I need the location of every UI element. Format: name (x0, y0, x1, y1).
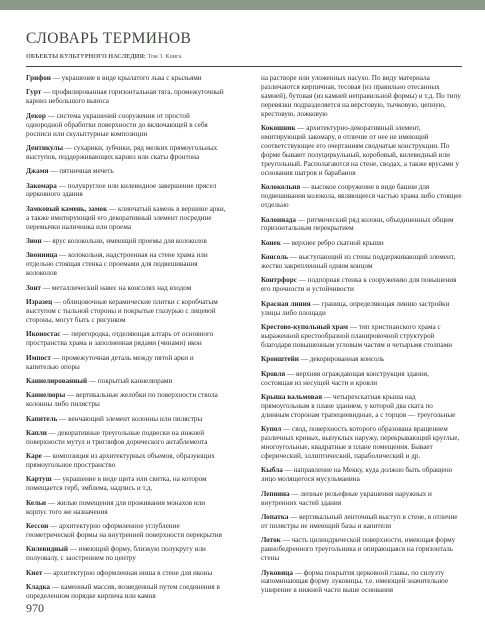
glossary-term: Зонт (26, 283, 42, 292)
glossary-definition: — архитектурно-декоративный элемент, имитирующий закомару, в отличие от нее не имеющий соответствующее его очертаниям сводчатые конструкции. По форме бывают полуциркульный, коробовый, килевидный или треугольный. Располагаются на стене, сводах, а также ярусами у основания шатров и барабанов (261, 124, 460, 177)
glossary-term: Закомара (26, 181, 57, 190)
glossary-definition: — верхнее ребро скатной крыши (280, 238, 384, 247)
glossary-entry (26, 569, 227, 578)
glossary-definition: — подпорная стенка к сооружению для повышения его прочности и устойчивости (261, 276, 457, 294)
glossary-definition: — выступающий из стены поддерживающий элемент, жестко закрепленный одним концом (261, 253, 456, 271)
glossary-term: Колоннада (261, 215, 297, 224)
glossary-term: Красная линия (261, 299, 311, 308)
glossary-entry (261, 425, 462, 461)
glossary-term: Декор (26, 111, 46, 120)
left-column (26, 74, 227, 606)
glossary-entry (261, 276, 462, 294)
glossary-definition: — облицовочные керамические плитки с коробчатым выступом с тыльной стороны и покрытые глазурью с лицевой стороны, могут быть с рисунком (26, 298, 218, 324)
glossary-entry (26, 74, 227, 83)
glossary-entry (26, 167, 227, 176)
glossary-term: Кладка (26, 582, 51, 591)
glossary-entry (261, 216, 462, 234)
glossary-entry (26, 144, 227, 162)
glossary-term: Капитель (26, 414, 58, 423)
glossary-definition: — вертикальные желобки по поверхности ствола колонны либо пилястры (26, 391, 218, 409)
glossary-entry (26, 112, 227, 139)
glossary-term: Изразец (26, 298, 53, 307)
glossary-definition: — промежуточная деталь между пятой арки и капителью опоры (26, 353, 194, 371)
glossary-entry (26, 522, 227, 540)
glossary-term: Кельи (26, 498, 47, 507)
glossary-definition: — украшение в виде крылатого льва с крыльями (50, 74, 202, 82)
glossary-definition: — пятничная мечеть (48, 167, 114, 176)
glossary-definition: — лепные рельефные украшения наружных и внутренних частей здания (261, 489, 432, 507)
glossary-entry (261, 323, 462, 350)
glossary-definition: — часть цилиндрической поверхности, имеющая форму равнобедренного треугольника и опирающаяся на горизонталь стены (261, 536, 456, 563)
glossary-entry (26, 429, 227, 447)
glossary-entry (261, 490, 462, 508)
glossary-entry (26, 330, 227, 348)
glossary-definition: — четырехскатная крыша над прямоугольным в плане зданием, у которой два ската по длинным сторонам трапециевидные, а с торцов — треугольные (261, 392, 456, 419)
glossary-definition: — направление на Мекку, куда должно быть обращено лицо молящегося мусульманина (261, 466, 453, 484)
glossary-entry (26, 475, 227, 493)
glossary-entry (261, 74, 462, 119)
glossary-definition: — верхняя ограждающая конструкция здания, состоящая из несущей части и кровли (261, 369, 429, 387)
glossary-entry (26, 377, 227, 386)
glossary-term: Колокольня (261, 183, 301, 192)
glossary-entry (261, 300, 462, 318)
glossary-definition: — декоративные треугольные подвески на нижней поверхности мутул и триглифов дорического антаблемента (26, 428, 208, 446)
glossary-entry (261, 239, 462, 248)
glossary-term: Консоль (261, 253, 289, 262)
glossary-term: Кыбла (261, 466, 283, 475)
page-number: 970 (26, 601, 44, 615)
glossary-entry (261, 370, 462, 388)
glossary-term: Замковый камень, замок (26, 204, 108, 213)
glossary-entry (261, 393, 462, 420)
glossary-entry (261, 569, 462, 596)
glossary-entry (26, 88, 227, 106)
glossary-term: Луковица (261, 568, 293, 577)
glossary-definition: — полукруглое или килевидное завершение прясел церковного здания (26, 181, 217, 199)
glossary-definition: — профилированная горизонтальная тяга, промежуточный карниз небольшого выноса (26, 88, 224, 106)
page-subtitle (26, 53, 181, 60)
glossary-entry (26, 583, 227, 601)
glossary-entry (26, 251, 227, 278)
subtitle-series: ОБЪЕКТЫ КУЛЬТУРНОГО НАСЛЕДИЯ: (26, 53, 146, 60)
glossary-term: Кронштейн (261, 355, 299, 364)
glossary-definition: — украшение в виде щита или свитка, на котором помещается герб, эмблема, надпись и т.д. (26, 475, 207, 493)
glossary-definition: — ритмический ряд колонн, объединенных общим горизонтальным перекрытием (261, 215, 454, 233)
glossary-definition: — система украшений сооружения от простой однородной обработки поверхности до включающей в себя росписи или скульптурные композиции (26, 111, 208, 138)
glossary-entry (26, 284, 227, 293)
glossary-term: Лепнина (261, 489, 290, 498)
glossary-term: Капли (26, 428, 47, 437)
glossary-definition: — колокольня, надстроенная на стене храма или отдельно стоящая стенка с проемами для подвешивания колоколов (26, 251, 208, 278)
glossary-term: Купол (261, 425, 282, 434)
glossary-definition: — ярус колокольни, имеющий проемы для колоколов (41, 237, 207, 246)
glossary-definition: — жилые помещения для проживания монахов или корпус того же назначения (26, 498, 206, 516)
header-color-band (0, 0, 485, 10)
glossary-definition: — высокое сооружение в виде башни для подвешивания колокола, являющееся частью храма либо стоящее отдельно (261, 183, 462, 210)
glossary-definition: — покрытый каннелюрами (87, 376, 173, 385)
glossary-entry (261, 183, 462, 210)
glossary-definition: — металлический навес на консолях над входом (41, 283, 192, 292)
glossary-definition: — клинчатый камень в вершине арки, а также имитирующий его декоративный элемент посредине перемычки наличника или проема (26, 204, 226, 231)
glossary-term: Каре (26, 452, 42, 461)
glossary-entry (261, 253, 462, 271)
glossary-term: Иконостас (26, 330, 61, 339)
glossary-definition: — архитектурно оформленное углубление геометрической формы на внутренней поверхности перекрытия (26, 522, 222, 539)
glossary-definition: — тип христианского храма с выраженной крестообразной планировочной структурой благодаря повышенным угловым частям и четырьмя столпами (261, 323, 453, 349)
glossary-entry (26, 205, 227, 232)
glossary-term: Звонница (26, 251, 58, 260)
glossary-entry (261, 513, 462, 531)
glossary-definition: — свод, поверхность которого образована вращением различных кривых, выпуклых наружу, перекрывающий круглые, многоугольные, квадратные в плане помещения. Бывает сферический, эллиптический, параболический и др. (261, 425, 460, 461)
glossary-definition: — каменный массив, возведенный путем соединения в определенном порядке кирпича или камня (26, 582, 220, 600)
glossary-definition: — композиция из архитектурных объемов, образующих прямоугольное пространство (26, 452, 215, 470)
glossary-entry (26, 545, 227, 563)
glossary-entry (261, 536, 462, 563)
glossary-definition: на растворе или уложенных насухо. По виду материала различаются кирпичная, тесовая (из правильно отесанных камней), бутовая (из камней неправильной формы) и т.д. По типу перевязки подразделяется на верстовую, тычковую, цепную, крестовую, ложковую (261, 74, 461, 118)
glossary-entry (26, 237, 227, 246)
glossary-term: Картуш (26, 475, 52, 484)
glossary-term: Лоток (261, 536, 281, 545)
glossary-term: Киот (26, 568, 43, 577)
subtitle-volume: Том 3. Книга (145, 53, 182, 60)
glossary-term: Крыша вальмовая (261, 392, 323, 401)
glossary-term: Конек (261, 238, 281, 247)
right-column (261, 74, 462, 601)
glossary-definition: — декорированная консоль (298, 355, 385, 364)
glossary-definition: — граница, определяющая линию застройки улицы либо площади (261, 299, 450, 317)
glossary-entry (26, 182, 227, 200)
glossary-entry (26, 499, 227, 517)
glossary-term: Каннелюры (26, 391, 66, 400)
page-title: СЛОВАРЬ ТЕРМИНОВ (26, 30, 192, 47)
glossary-definition: — перегородка, отделяющая алтарь от основного пространства храма и заполненная рядами (чинами) икон (26, 330, 214, 348)
glossary-term: Кокошник (261, 124, 296, 133)
glossary-entry (26, 452, 227, 470)
glossary-entry (26, 415, 227, 424)
glossary-entry (26, 354, 227, 372)
glossary-definition: — имеющий форму, близкую полукругу или полуовалу, с заострением по центру (26, 545, 206, 563)
glossary-term: Гурт (26, 88, 42, 97)
glossary-term: Импост (26, 353, 51, 362)
glossary-definition: — сухарики, зубчики, ряд мелких прямоугольных выступов, поддерживающих карниз или скаты фронтона (26, 143, 218, 161)
glossary-term: Крестово-купольный храм (261, 323, 349, 332)
header-divider (26, 66, 462, 67)
glossary-entry (261, 466, 462, 484)
glossary-entry (26, 391, 227, 409)
glossary-definition: — вертикальный ленточный выступ в стене, в отличие от пилястры не имеющий базы и капители (261, 512, 458, 530)
glossary-entry (26, 298, 227, 325)
glossary-term: Каннелированный (26, 376, 88, 385)
glossary-definition: — архитектурно оформленная ниша в стене для иконы (42, 568, 213, 577)
glossary-term: Зион (26, 237, 42, 246)
glossary-term: Кровля (261, 369, 286, 378)
glossary-definition: — форма покрытия церковной главы, по силуэту напоминающая форму луковицы, т.е. имеющей значительное уширение в нижней части выше основания (261, 568, 449, 595)
glossary-entry (261, 355, 462, 364)
glossary-entry (261, 124, 462, 178)
glossary-term: Кессон (26, 522, 49, 531)
glossary-term: Грифон (26, 74, 51, 82)
glossary-term: Килевидный (26, 545, 69, 554)
glossary-term: Джамя (26, 167, 49, 176)
glossary-definition: — венчающий элемент колонны или пилястры (57, 414, 203, 423)
glossary-term: Дентикулы (26, 143, 64, 152)
glossary-term: Контрфорс (261, 276, 297, 285)
glossary-term: Лопатка (261, 512, 289, 521)
